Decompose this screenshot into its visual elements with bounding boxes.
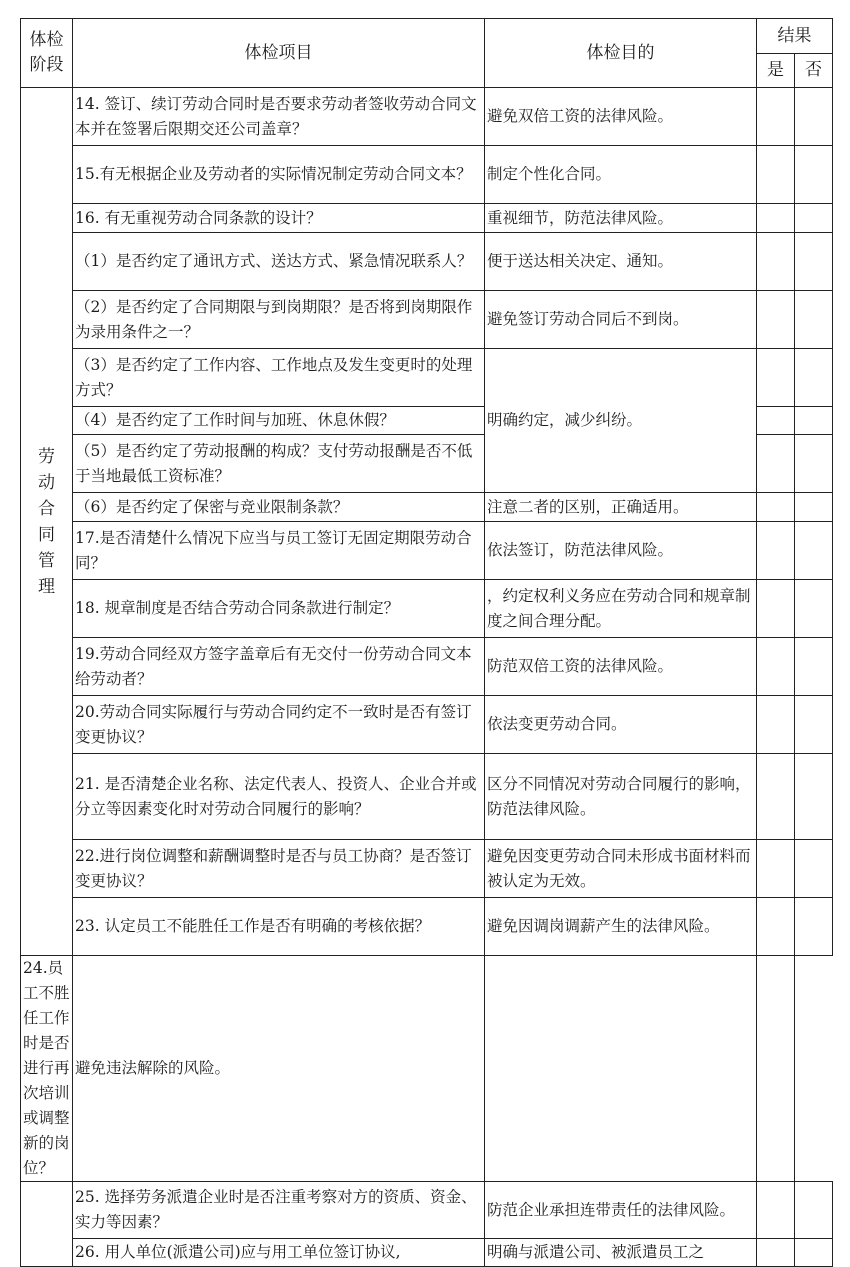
result-yes-cell[interactable] <box>757 146 795 204</box>
result-no-cell[interactable] <box>795 638 833 696</box>
result-yes-cell[interactable] <box>757 204 795 233</box>
purpose-cell: 避免因变更劳动合同未形成书面材料而被认定为无效。 <box>485 840 757 898</box>
purpose-cell: 避免违法解除的风险。 <box>73 956 485 1182</box>
header-item: 体检项目 <box>73 19 485 88</box>
result-no-cell[interactable] <box>795 233 833 291</box>
result-no-cell[interactable] <box>795 407 833 435</box>
purpose-cell: 避免因调岗调薪产生的法律风险。 <box>485 898 757 956</box>
result-yes-cell[interactable] <box>757 493 795 522</box>
result-yes-cell[interactable] <box>757 580 795 638</box>
result-yes-cell[interactable] <box>485 956 757 1182</box>
result-yes-cell[interactable] <box>757 291 795 349</box>
item-cell: 21. 是否清楚企业名称、法定代表人、投资人、企业合并或分立等因素变化时对劳动合同履行的影响？ <box>73 754 485 840</box>
result-no-cell[interactable] <box>795 898 833 956</box>
item-cell: 22.进行岗位调整和薪酬调整时是否与员工协商？是否签订变更协议？ <box>73 840 485 898</box>
item-cell: 23. 认定员工不能胜任工作是否有明确的考核依据？ <box>73 898 485 956</box>
result-yes-cell[interactable] <box>757 840 795 898</box>
result-no-cell[interactable] <box>795 1239 833 1267</box>
stage-cell <box>21 88 73 956</box>
result-yes-cell[interactable] <box>757 696 795 754</box>
item-cell: 15.有无根据企业及劳动者的实际情况制定劳动合同文本？ <box>73 146 485 204</box>
purpose-cell: 制定个性化合同。 <box>485 146 757 204</box>
purpose-cell: 明确与派遣公司、被派遣员工之 <box>485 1239 757 1267</box>
checkup-table <box>20 18 833 1267</box>
result-yes-cell[interactable] <box>757 522 795 580</box>
item-cell: 18. 规章制度是否结合劳动合同条款进行制定？ <box>73 580 485 638</box>
result-yes-cell[interactable] <box>757 407 795 435</box>
result-no-cell[interactable] <box>795 349 833 407</box>
result-no-cell[interactable] <box>757 956 795 1182</box>
result-no-cell[interactable] <box>795 493 833 522</box>
header-no: 否 <box>795 54 833 88</box>
item-cell: （2）是否约定了合同期限与到岗期限？是否将到岗期限作为录用条件之一？ <box>73 291 485 349</box>
header-purpose: 体检目的 <box>485 19 757 88</box>
purpose-cell: 防范企业承担连带责任的法律风险。 <box>485 1182 757 1239</box>
purpose-cell: 注意二者的区别，正确适用。 <box>485 493 757 522</box>
result-no-cell[interactable] <box>795 696 833 754</box>
result-yes-cell[interactable] <box>757 1239 795 1267</box>
item-cell: 20.劳动合同实际履行与劳动合同约定不一致时是否有签订变更协议？ <box>73 696 485 754</box>
item-cell: 25. 选择劳务派遣企业时是否注重考察对方的资质、资金、实力等因素？ <box>73 1182 485 1239</box>
item-cell: 26. 用人单位(派遣公司)应与用工单位签订协议, <box>73 1239 485 1267</box>
item-cell: （6）是否约定了保密与竞业限制条款？ <box>73 493 485 522</box>
item-cell: （4）是否约定了工作时间与加班、休息休假？ <box>73 407 485 435</box>
result-no-cell[interactable] <box>795 435 833 493</box>
result-no-cell[interactable] <box>795 204 833 233</box>
header-yes: 是 <box>757 54 795 88</box>
result-yes-cell[interactable] <box>757 754 795 840</box>
purpose-cell: 防范双倍工资的法律风险。 <box>485 638 757 696</box>
purpose-cell: 依法变更劳动合同。 <box>485 696 757 754</box>
result-yes-cell[interactable] <box>757 88 795 146</box>
result-yes-cell[interactable] <box>757 233 795 291</box>
result-no-cell[interactable] <box>795 840 833 898</box>
result-yes-cell[interactable] <box>757 435 795 493</box>
result-no-cell[interactable] <box>795 291 833 349</box>
purpose-cell: 便于送达相关决定、通知。 <box>485 233 757 291</box>
purpose-cell: 依法签订，防范法律风险。 <box>485 522 757 580</box>
item-cell: （5）是否约定了劳动报酬的构成？支付劳动报酬是否不低于当地最低工资标准？ <box>73 435 485 493</box>
result-no-cell[interactable] <box>795 88 833 146</box>
item-cell: （1）是否约定了通讯方式、送达方式、紧急情况联系人？ <box>73 233 485 291</box>
result-no-cell[interactable] <box>795 754 833 840</box>
item-cell: 16. 有无重视劳动合同条款的设计？ <box>73 204 485 233</box>
purpose-cell: 区分不同情况对劳动合同履行的影响，防范法律风险。 <box>485 754 757 840</box>
purpose-cell: ，约定权利义务应在劳动合同和规章制度之间合理分配。 <box>485 580 757 638</box>
purpose-cell: 重视细节，防范法律风险。 <box>485 204 757 233</box>
result-no-cell[interactable] <box>795 1182 833 1239</box>
result-no-cell[interactable] <box>795 580 833 638</box>
item-cell: 17.是否清楚什么情况下应当与员工签订无固定期限劳动合同？ <box>73 522 485 580</box>
result-yes-cell[interactable] <box>757 1182 795 1239</box>
result-yes-cell[interactable] <box>757 349 795 407</box>
purpose-cell: 避免签订劳动合同后不到岗。 <box>485 291 757 349</box>
header-stage: 体检 阶段 <box>21 19 73 88</box>
result-no-cell[interactable] <box>795 522 833 580</box>
stage-cell-empty <box>21 1182 73 1267</box>
stage-label: 劳动合同管理 <box>38 446 55 597</box>
result-no-cell[interactable] <box>795 146 833 204</box>
purpose-cell: 明确约定，减少纠纷。 <box>485 349 757 493</box>
result-yes-cell[interactable] <box>757 638 795 696</box>
header-result: 结果 <box>757 19 833 54</box>
purpose-cell: 避免双倍工资的法律风险。 <box>485 88 757 146</box>
item-cell: （3）是否约定了工作内容、工作地点及发生变更时的处理方式？ <box>73 349 485 407</box>
result-yes-cell[interactable] <box>757 898 795 956</box>
item-cell: 24.员工不胜任工作时是否进行再次培训或调整新的岗位？ <box>21 956 73 1182</box>
item-cell: 14. 签订、续订劳动合同时是否要求劳动者签收劳动合同文本并在签署后限期交还公司盖章？ <box>73 88 485 146</box>
item-cell: 19.劳动合同经双方签字盖章后有无交付一份劳动合同文本给劳动者？ <box>73 638 485 696</box>
